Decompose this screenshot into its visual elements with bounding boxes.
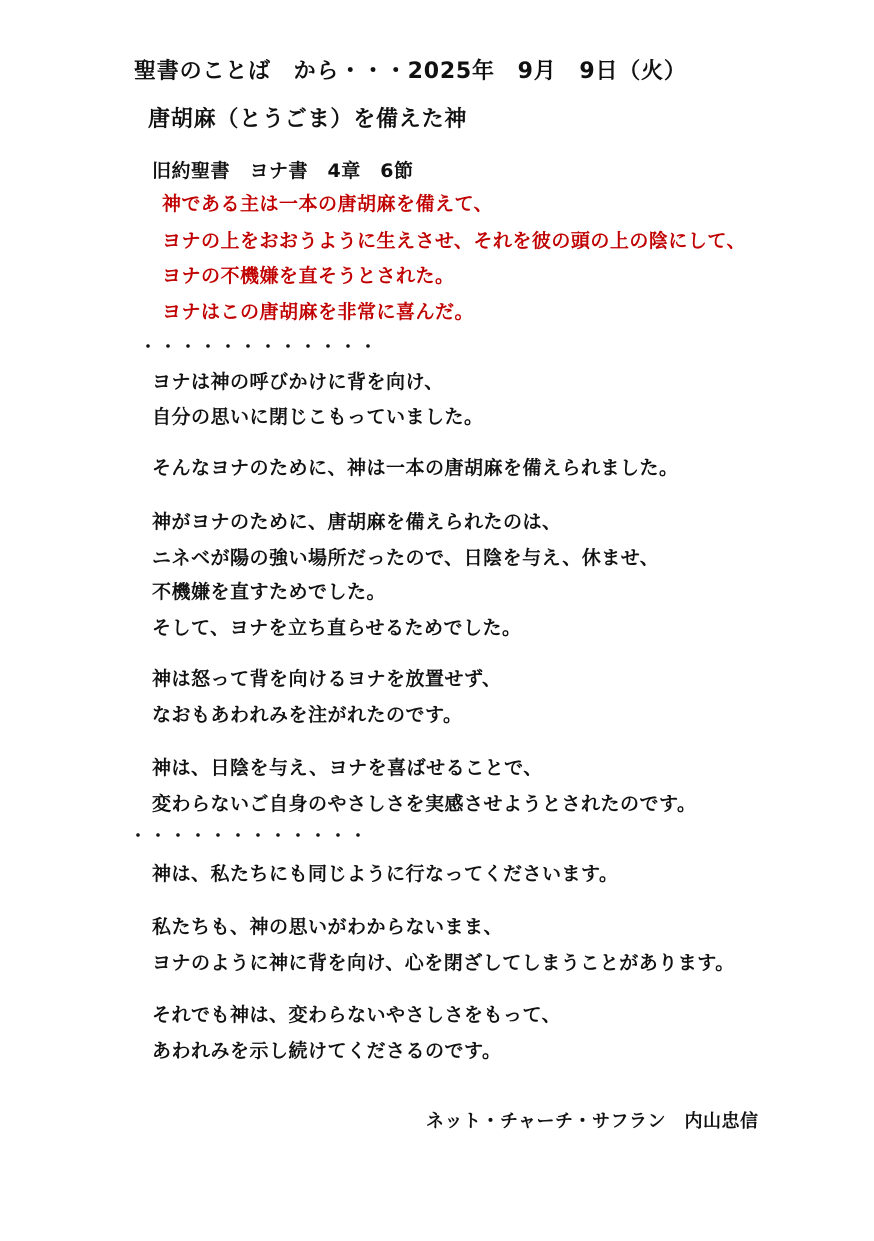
scripture-reference: 旧約聖書 ヨナ書 4章 6節	[152, 160, 414, 182]
body-line: それでも神は、変わらないやさしさをもって、	[152, 1004, 562, 1026]
body-line: 自分の思いに閉じこもっていました。	[152, 406, 484, 428]
verse-line: ヨナの上をおおうように生えさせ、それを彼の頭の上の陰にして、	[162, 230, 747, 252]
body-line: 神は、私たちにも同じように行なってくださいます。	[152, 863, 619, 885]
verse-line: 神である主は一本の唐胡麻を備えて、	[162, 193, 494, 215]
body-line: ヨナのように神に背を向け、心を閉ざしてしまうことがあります。	[152, 952, 735, 974]
body-line: ヨナは神の呼びかけに背を向け、	[152, 371, 444, 393]
body-line: 私たちも、神の思いがわからないまま、	[152, 916, 504, 938]
body-line: そして、ヨナを立ち直らせるためでした。	[152, 617, 522, 639]
body-line: なおもあわれみを注がれたのです。	[152, 704, 463, 726]
body-line: 神がヨナのために、唐胡麻を備えられたのは、	[152, 511, 562, 533]
body-line: 変わらないご自身のやさしさを実感させようとされたのです。	[152, 793, 697, 815]
page-title: 聖書のことば から・・・2025年 9月 9日（火）	[134, 59, 687, 84]
body-line: ニネベが陽の強い場所だったので、日陰を与え、休ませ、	[152, 547, 660, 569]
body-line: あわれみを示し続けてくださるのです。	[152, 1040, 502, 1062]
dotted-separator: ・・・・・・・・・・・・	[130, 826, 371, 845]
dotted-separator: ・・・・・・・・・・・・	[140, 337, 381, 356]
verse-line: ヨナはこの唐胡麻を非常に喜んだ。	[162, 301, 475, 323]
body-line: 不機嫌を直すためでした。	[152, 581, 387, 603]
body-line: そんなヨナのために、神は一本の唐胡麻を備えられました。	[152, 457, 679, 479]
verse-line: ヨナの不機嫌を直そうとされた。	[162, 265, 455, 287]
signature: ネット・チャーチ・サフラン 内山忠信	[426, 1111, 759, 1132]
sermon-title: 唐胡麻（とうごま）を備えた神	[148, 107, 468, 132]
body-line: 神は、日陰を与え、ヨナを喜ばせることで、	[152, 757, 543, 779]
body-line: 神は怒って背を向けるヨナを放置せず、	[152, 668, 502, 690]
